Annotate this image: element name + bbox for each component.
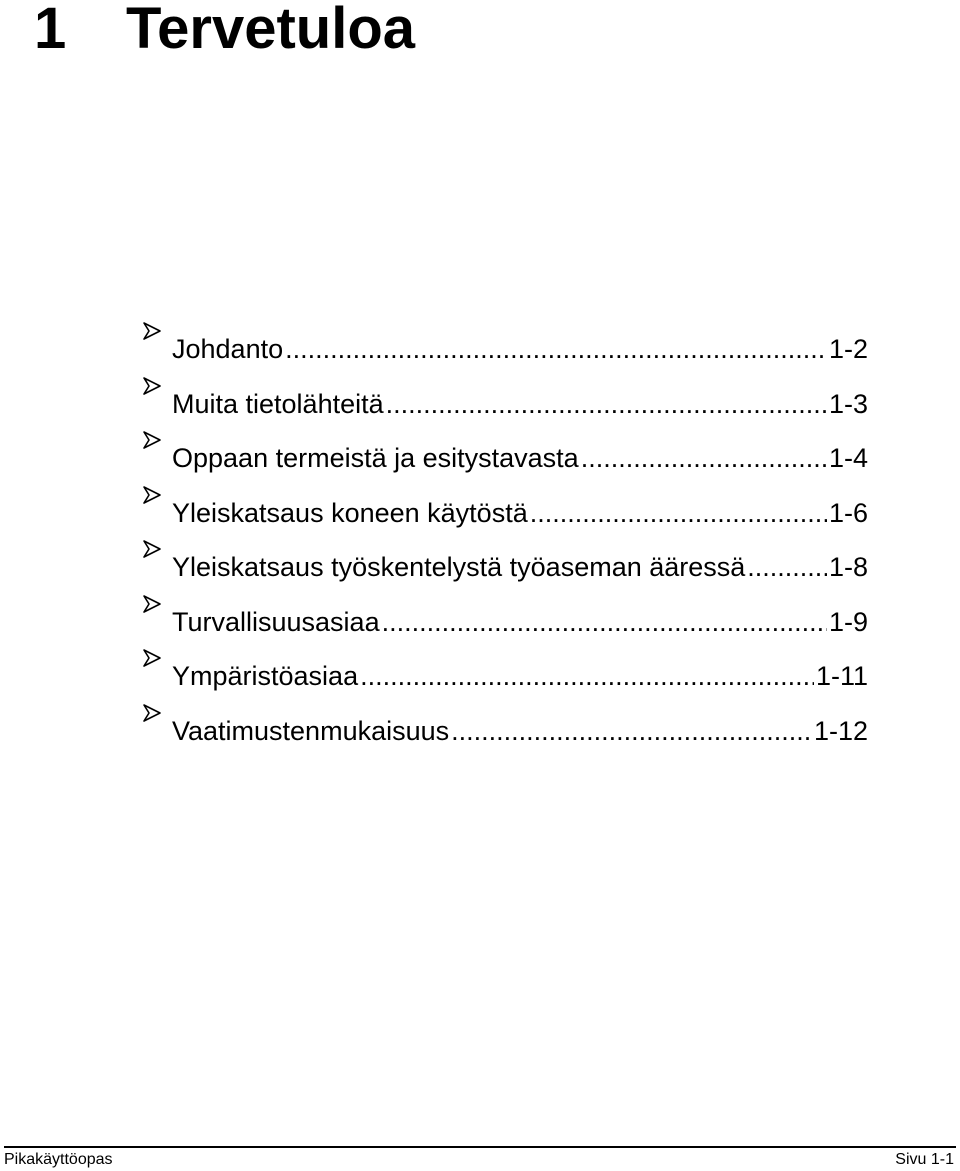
dot-leader xyxy=(581,431,827,485)
chapter-title-text: Tervetuloa xyxy=(126,0,416,61)
toc-item[interactable] xyxy=(140,704,868,759)
chapter-title xyxy=(34,0,415,62)
footer-document-name: Pikakäyttöopas xyxy=(4,1151,113,1168)
arrow-bullet-icon xyxy=(140,338,172,358)
toc-item-page: 1-2 xyxy=(828,334,868,364)
footer-page-number: Sivu 1-1 xyxy=(895,1151,954,1168)
toc-item-label: Vaatimustenmukaisuus xyxy=(172,715,450,746)
toc-item[interactable] xyxy=(140,486,868,541)
toc-item-label: Yleiskatsaus koneen käytöstä xyxy=(172,497,528,528)
chapter-number: 1 xyxy=(34,0,67,61)
toc-item-page: 1-9 xyxy=(828,606,868,637)
toc-item-label: Oppaan termeistä ja esitystavasta xyxy=(172,443,579,473)
toc-item[interactable] xyxy=(140,431,868,486)
arrow-bullet-icon xyxy=(140,665,172,685)
dot-leader xyxy=(530,486,827,540)
dot-leader xyxy=(451,704,812,758)
arrow-bullet-icon xyxy=(140,611,172,631)
toc-item-page: 1-8 xyxy=(828,552,868,582)
footer-divider xyxy=(4,1146,956,1148)
toc-item-page: 1-4 xyxy=(828,443,868,473)
toc-item-page: 1-3 xyxy=(828,388,868,419)
arrow-bullet-icon xyxy=(140,720,172,740)
toc-item-label: Muita tietolähteitä xyxy=(172,388,384,419)
dot-leader xyxy=(360,649,814,703)
dot-leader xyxy=(382,595,827,649)
toc-item-page: 1-11 xyxy=(815,661,868,691)
toc-item-page: 1-12 xyxy=(813,715,868,746)
dot-leader xyxy=(747,540,827,594)
dot-leader xyxy=(386,377,827,431)
toc-item-label: Turvallisuusasiaa xyxy=(172,606,380,637)
arrow-bullet-icon xyxy=(140,393,172,413)
toc-item-label: Johdanto xyxy=(172,334,284,364)
arrow-bullet-icon xyxy=(140,447,172,467)
table-of-contents xyxy=(140,322,868,758)
arrow-bullet-icon xyxy=(140,502,172,522)
arrow-bullet-icon xyxy=(140,556,172,576)
toc-item[interactable] xyxy=(140,322,868,377)
toc-item[interactable] xyxy=(140,649,868,704)
toc-item[interactable] xyxy=(140,540,868,595)
toc-item-label: Ympäristöasiaa xyxy=(172,661,359,691)
dot-leader xyxy=(285,322,827,376)
toc-item[interactable] xyxy=(140,595,868,650)
toc-item-label: Yleiskatsaus työskentelystä työaseman ääressä xyxy=(172,552,746,582)
toc-item[interactable] xyxy=(140,377,868,432)
toc-item-page: 1-6 xyxy=(828,497,868,528)
